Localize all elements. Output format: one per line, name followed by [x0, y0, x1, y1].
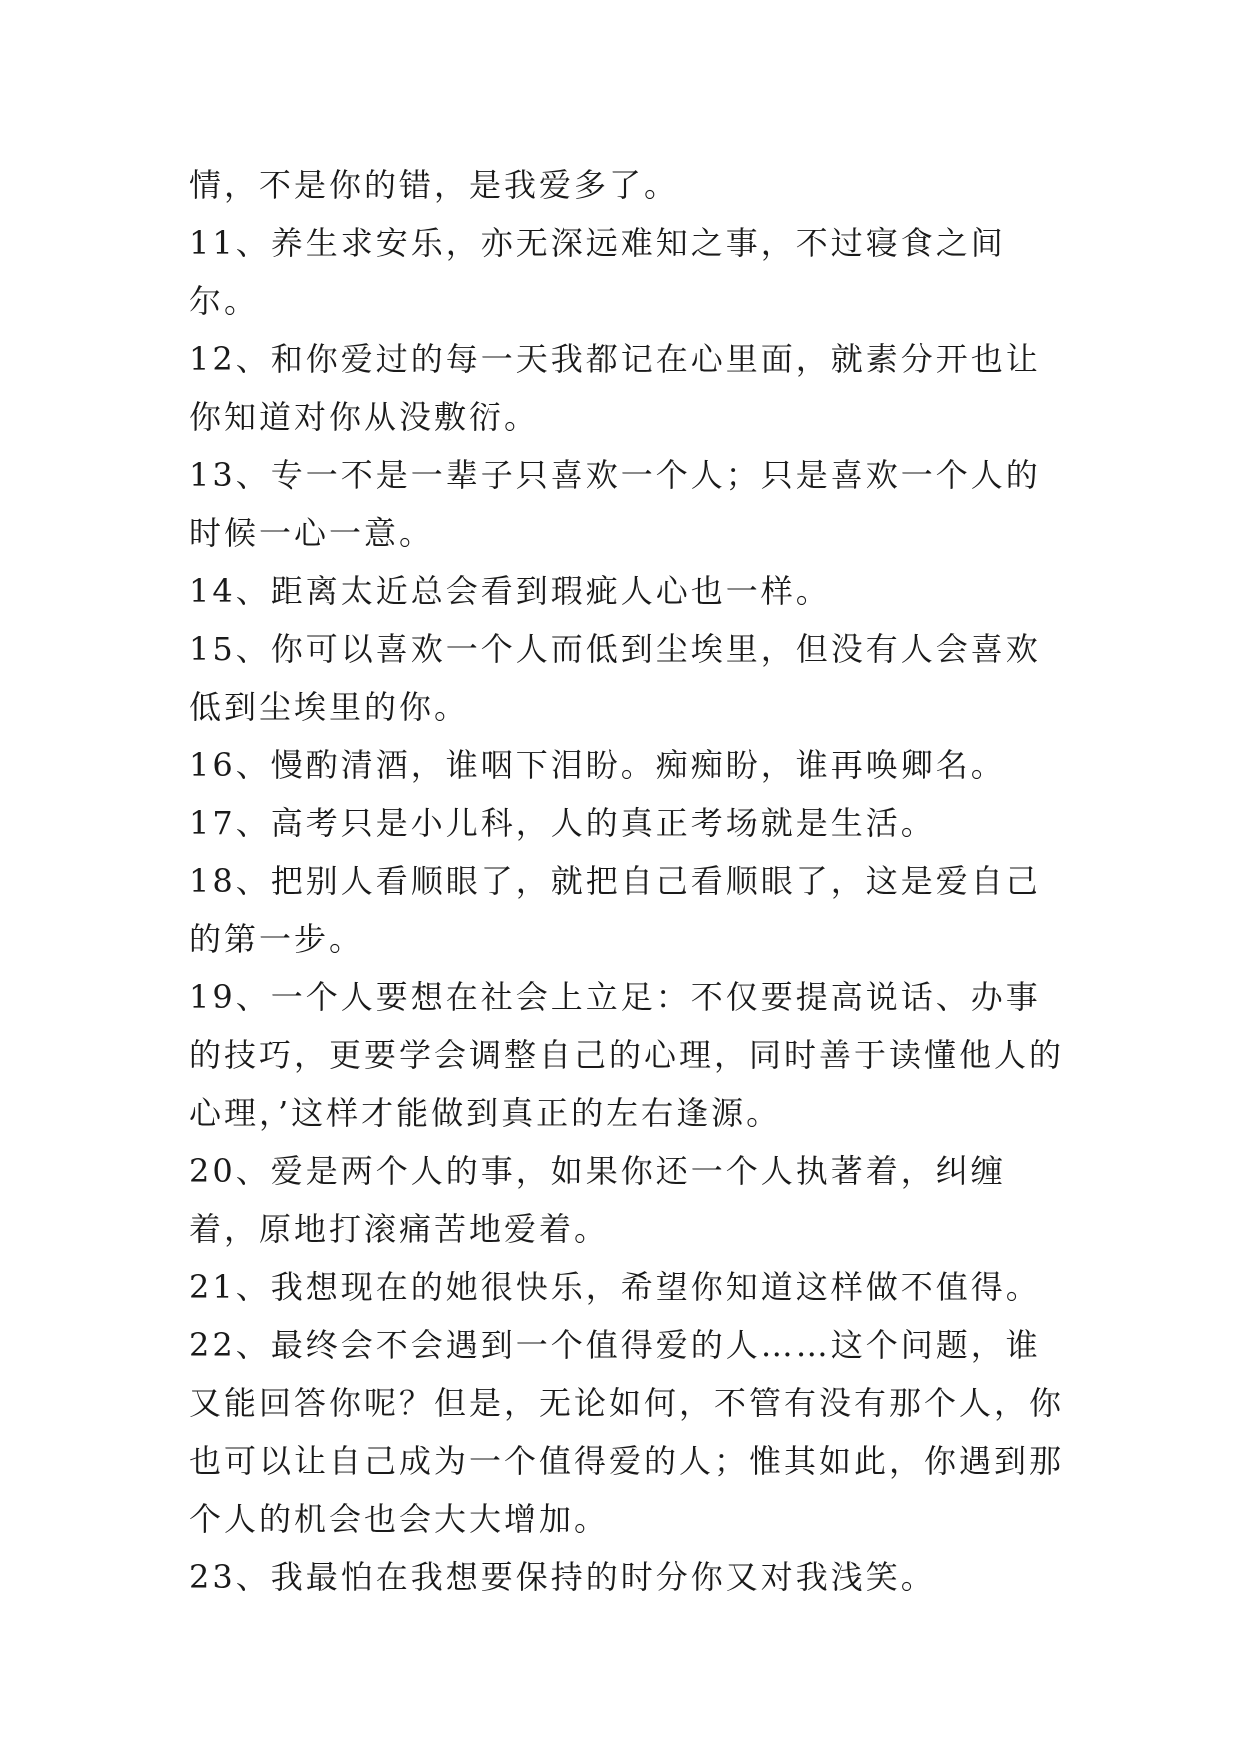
list-item-15: 15、你可以喜欢一个人而低到尘埃里，但没有人会喜欢低到尘埃里的你。: [189, 630, 1041, 726]
list-item-13: 13、专一不是一辈子只喜欢一个人；只是喜欢一个人的时候一心一意。: [189, 456, 1041, 552]
list-item-16: 16、慢酌清酒，谁咽下泪盼。痴痴盼，谁再唤卿名。: [189, 746, 1006, 784]
body-text: [189, 156, 1069, 1606]
list-item-11: 11、养生求安乐，亦无深远难知之事，不过寝食之间尔。: [189, 224, 1006, 320]
list-item-18: 18、把别人看顺眼了，就把自己看顺眼了，这是爱自己的第一步。: [189, 862, 1041, 958]
list-item-17: 17、高考只是小儿科，人的真正考场就是生活。: [189, 804, 936, 842]
paragraph-continuation: 情，不是你的错，是我爱多了。: [189, 166, 680, 204]
list-item-21: 21、我想现在的她很快乐，希望你知道这样做不值得。: [189, 1268, 1041, 1306]
list-item-20: 20、爱是两个人的事，如果你还一个人执著着，纠缠着，原地打滚痛苦地爱着。: [189, 1152, 1006, 1248]
list-item-22: 22、最终会不会遇到一个值得爱的人……这个问题，谁又能回答你呢？但是，无论如何，不管有没有那个人，你也可以让自己成为一个值得爱的人；惟其如此，你遇到那个人的机会也会大大增加。: [189, 1326, 1065, 1538]
list-item-19: 19、一个人要想在社会上立足：不仅要提高说话、办事的技巧，更要学会调整自己的心理，同时善于读懂他人的心理，’这样才能做到真正的左右逢源。: [189, 978, 1065, 1132]
list-item-14: 14、距离太近总会看到瑕疵人心也一样。: [189, 572, 831, 610]
list-item-23: 23、我最怕在我想要保持的时分你又对我浅笑。: [189, 1558, 936, 1596]
list-item-12: 12、和你爱过的每一天我都记在心里面，就素分开也让你知道对你从没敷衍。: [189, 340, 1041, 436]
